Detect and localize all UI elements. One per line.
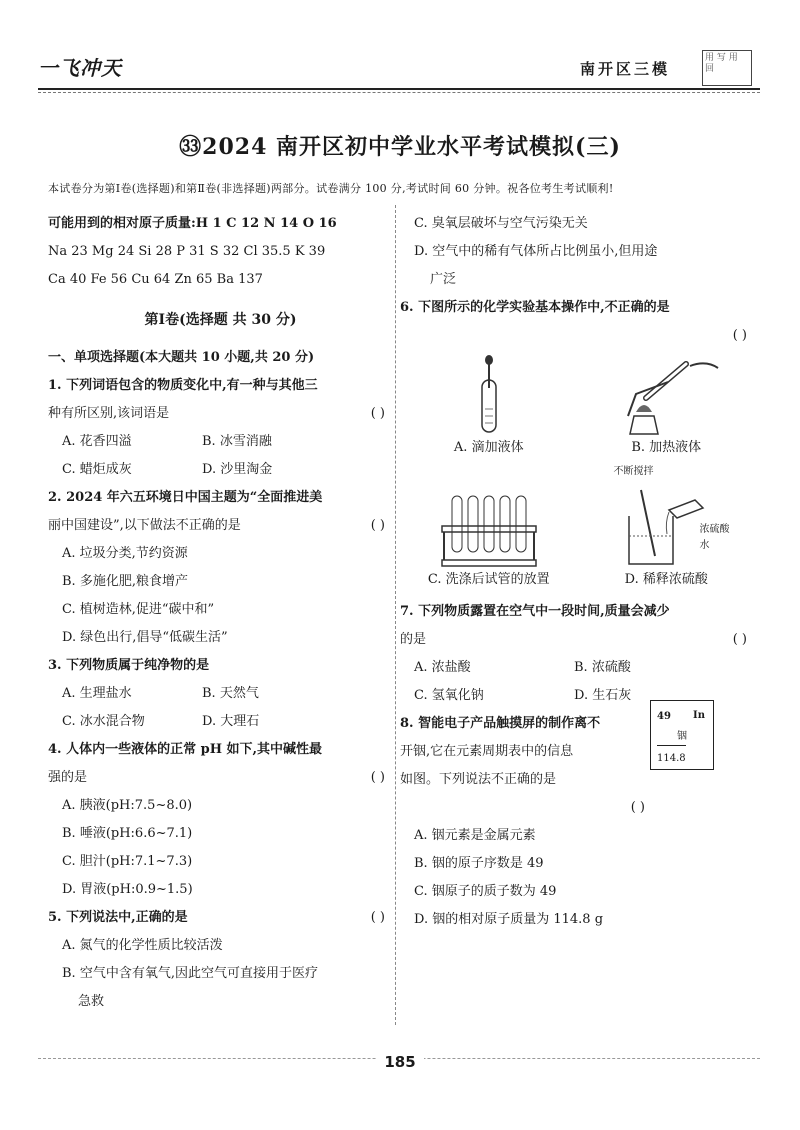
answer-bracket[interactable]: ( ) bbox=[732, 328, 747, 343]
question-3-option-d[interactable]: D. 大理石 bbox=[202, 714, 260, 729]
header-exam-label: 南开区三模 bbox=[580, 60, 671, 78]
answer-bracket[interactable]: ( ) bbox=[370, 910, 385, 925]
question-4-option-b[interactable]: B. 唾液(pH:6.6~7.1) bbox=[62, 826, 193, 841]
question-2-option-c[interactable]: C. 植树造林,促进“碳中和” bbox=[62, 602, 215, 617]
question-1-option-c[interactable]: C. 蜡炬成灰 bbox=[62, 462, 132, 477]
figure-heating-liquid[interactable] bbox=[578, 350, 756, 460]
question-4-stem-2: 强的是 bbox=[48, 770, 88, 785]
atomic-mass-line-3: Ca 40 Fe 56 Cu 64 Zn 65 Ba 137 bbox=[48, 272, 263, 287]
question-1-option-d[interactable]: D. 沙里淘金 bbox=[202, 462, 273, 477]
element-symbol: In bbox=[693, 710, 705, 721]
question-3-stem: 3. 下列物质属于纯净物的是 bbox=[48, 658, 210, 673]
question-3-option-a[interactable]: A. 生理盐水 bbox=[62, 686, 132, 701]
question-5-option-b-cont: 急救 bbox=[78, 994, 105, 1009]
exam-instructions: 本试卷分为第Ⅰ卷(选择题)和第Ⅱ卷(非选择题)两部分。试卷满分 100 分,考试时间 60 分钟。祝各位考生考试顺利! bbox=[48, 182, 614, 195]
question-4 bbox=[48, 736, 393, 904]
question-2-stem-1: 2. 2024 年六五环境日中国主题为“全面推进美 bbox=[48, 490, 323, 505]
label-stir: 不断搅拌 bbox=[613, 466, 654, 477]
question-8-option-c[interactable]: C. 铟原子的质子数为 49 bbox=[414, 884, 557, 899]
figure-test-tube-rack[interactable] bbox=[400, 482, 578, 592]
header-stamp-box: 用 写 用 回 bbox=[702, 50, 752, 86]
question-5-option-a[interactable]: A. 氮气的化学性质比较活泼 bbox=[62, 938, 223, 953]
page-number bbox=[0, 1053, 800, 1071]
answer-bracket[interactable]: ( ) bbox=[370, 518, 385, 533]
question-8-stem-2: 开铟,它在元素周期表中的信息 bbox=[400, 744, 574, 759]
atomic-mass-line-2: Na 23 Mg 24 Si 28 P 31 S 32 Cl 35.5 K 39 bbox=[48, 244, 326, 259]
test-tube-burner-icon bbox=[606, 354, 726, 438]
question-6-option-b[interactable]: B. 加热液体 bbox=[631, 440, 702, 455]
figure-diluting-acid[interactable] bbox=[578, 466, 756, 592]
element-mass: 114.8 bbox=[657, 745, 686, 771]
question-1-stem-2: 种有所区别,该词语是 bbox=[48, 406, 170, 421]
question-2-option-d[interactable]: D. 绿色出行,倡导“低碳生活” bbox=[62, 630, 228, 645]
left-column bbox=[48, 210, 393, 1016]
right-column bbox=[400, 210, 755, 934]
question-2 bbox=[48, 484, 393, 652]
answer-bracket[interactable]: ( ) bbox=[630, 800, 645, 815]
test-tube-rack-icon bbox=[434, 486, 544, 570]
question-1-option-b[interactable]: B. 冰雪消融 bbox=[202, 434, 272, 449]
question-7-option-b[interactable]: B. 浓硫酸 bbox=[574, 660, 631, 675]
element-number: 49 bbox=[657, 711, 671, 722]
question-1 bbox=[48, 372, 393, 484]
answer-bracket[interactable]: ( ) bbox=[370, 770, 385, 785]
question-5-option-d-cont: 广泛 bbox=[430, 272, 457, 287]
question-4-option-d[interactable]: D. 胃液(pH:0.9~1.5) bbox=[62, 882, 193, 897]
question-8-option-b[interactable]: B. 铟的原子序数是 49 bbox=[414, 856, 544, 871]
question-6-stem: 6. 下图所示的化学实验基本操作中,不正确的是 bbox=[400, 300, 670, 315]
question-3 bbox=[48, 652, 393, 736]
question-7-stem-1: 7. 下列物质露置在空气中一段时间,质量会减少 bbox=[400, 604, 670, 619]
answer-bracket[interactable]: ( ) bbox=[370, 406, 385, 421]
question-7-option-c[interactable]: C. 氢氧化钠 bbox=[414, 688, 484, 703]
question-7-option-a[interactable]: A. 浓盐酸 bbox=[414, 660, 471, 675]
figure-dropping-liquid[interactable] bbox=[400, 350, 578, 460]
question-5 bbox=[48, 904, 393, 1016]
question-2-stem-2: 丽中国建设”,以下做法不正确的是 bbox=[48, 518, 241, 533]
question-3-option-b[interactable]: B. 天然气 bbox=[202, 686, 259, 701]
question-7 bbox=[400, 598, 755, 710]
question-2-option-b[interactable]: B. 多施化肥,粮食增产 bbox=[62, 574, 188, 589]
question-2-option-a[interactable]: A. 垃圾分类,节约资源 bbox=[62, 546, 188, 561]
header-rule-dashed bbox=[38, 92, 760, 94]
question-5-stem: 5. 下列说法中,正确的是 bbox=[48, 910, 188, 925]
question-1-option-a[interactable]: A. 花香四溢 bbox=[62, 434, 132, 449]
question-4-option-c[interactable]: C. 胆汁(pH:7.1~7.3) bbox=[62, 854, 193, 869]
question-8-stem-3: 如图。下列说法不正确的是 bbox=[400, 772, 557, 787]
header-rule bbox=[38, 88, 760, 90]
question-8-option-d[interactable]: D. 铟的相对原子质量为 114.8 g bbox=[414, 912, 604, 927]
question-6-option-c[interactable]: C. 洗涤后试管的放置 bbox=[427, 572, 550, 587]
section-heading: 第Ⅰ卷(选择题 共 30 分) bbox=[144, 312, 297, 328]
question-3-option-c[interactable]: C. 冰水混合物 bbox=[62, 714, 145, 729]
question-1-stem-1: 1. 下列词语包含的物质变化中,有一种与其他三 bbox=[48, 378, 318, 393]
question-6-option-d[interactable]: D. 稀释浓硫酸 bbox=[624, 572, 708, 587]
atomic-mass-line-1: 可能用到的相对原子质量:H 1 C 12 N 14 O 16 bbox=[48, 216, 337, 231]
question-6 bbox=[400, 294, 755, 592]
dropper-tube-icon bbox=[459, 354, 519, 438]
page-title: ㉝2024 南开区初中学业水平考试模拟(三) bbox=[179, 134, 621, 160]
page-number-text: 185 bbox=[376, 1053, 423, 1071]
question-8 bbox=[400, 710, 755, 934]
column-divider bbox=[395, 205, 396, 1025]
question-7-stem-2: 的是 bbox=[400, 632, 427, 647]
subsection-heading: 一、单项选择题(本大题共 10 小题,共 20 分) bbox=[48, 350, 315, 365]
label-water: 水 bbox=[699, 540, 710, 551]
question-4-stem-1: 4. 人体内一些液体的正常 pH 如下,其中碱性最 bbox=[48, 742, 323, 757]
question-5-option-c[interactable]: C. 臭氧层破坏与空气污染无关 bbox=[414, 216, 588, 231]
question-8-option-a[interactable]: A. 铟元素是金属元素 bbox=[414, 828, 536, 843]
question-6-option-a[interactable]: A. 滴加液体 bbox=[453, 440, 524, 455]
label-acid: 浓硫酸 bbox=[699, 524, 730, 535]
question-8-stem-1: 8. 智能电子产品触摸屏的制作离不 bbox=[400, 716, 601, 731]
question-5-option-b[interactable]: B. 空气中含有氧气,因此空气可直接用于医疗 bbox=[62, 966, 318, 981]
brand-logo: 一飞冲天 bbox=[38, 56, 122, 80]
question-4-option-a[interactable]: A. 胰液(pH:7.5~8.0) bbox=[62, 798, 193, 813]
element-name: 铟 bbox=[677, 731, 687, 742]
question-7-option-d[interactable]: D. 生石灰 bbox=[574, 688, 632, 703]
answer-bracket[interactable]: ( ) bbox=[732, 632, 747, 647]
question-5-option-d[interactable]: D. 空气中的稀有气体所占比例虽小,但用途 bbox=[414, 244, 658, 259]
